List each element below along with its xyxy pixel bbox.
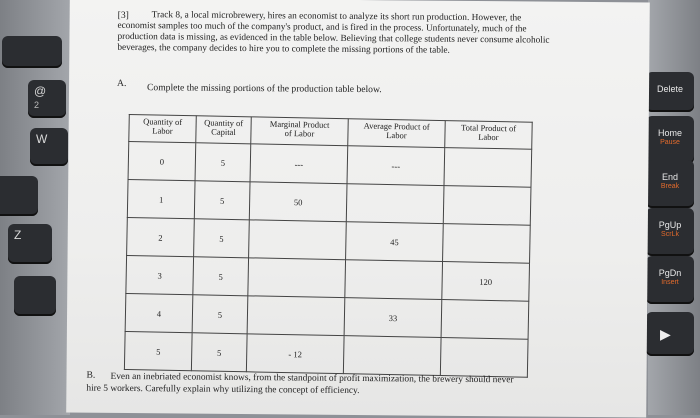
- key-sublabel: Pause: [660, 139, 680, 146]
- table-row: [124, 331, 528, 377]
- table-cell: [249, 220, 347, 260]
- keyboard-left: [0, 0, 70, 415]
- key-label: PgDn: [658, 268, 682, 278]
- table-cell: 0: [128, 142, 196, 181]
- table-cell: 50: [249, 182, 347, 222]
- question-line-2: economist samples too much of the company's product, and is fired in the process. Unfortunately, much of the: [117, 20, 527, 35]
- end-key[interactable]: [646, 160, 694, 208]
- production-table: [124, 114, 533, 378]
- table-cell: [248, 258, 346, 298]
- table-cell: [247, 296, 345, 336]
- worksheet-paper: [66, 0, 650, 418]
- key-sublabel: ScrLk: [661, 231, 679, 238]
- part-b-letter: B.: [86, 369, 96, 381]
- key-label: Home: [657, 128, 682, 138]
- key-sublabel: 2: [34, 100, 40, 110]
- table-header: Quantity of Capital: [196, 116, 252, 144]
- table-cell: 5: [195, 143, 251, 182]
- key-label: W: [36, 132, 48, 146]
- table-header: Marginal Product of Labor: [251, 117, 349, 146]
- table-cell: 33: [344, 298, 442, 338]
- table-cell: [345, 260, 443, 300]
- table-cell: [443, 224, 531, 264]
- question-line-4: beverages, the company decides to hire you to complete the missing portions of the table.: [117, 42, 450, 56]
- table-cell: 120: [442, 262, 530, 302]
- pgup-key[interactable]: [646, 208, 694, 256]
- part-a-text: Complete the missing portions of the production table below.: [146, 82, 382, 96]
- table-cell: [440, 338, 528, 378]
- table-cell: 5: [194, 219, 250, 258]
- table-cell: 5: [192, 295, 248, 334]
- table-cell: 5: [194, 181, 250, 220]
- table-cell: 5: [191, 333, 247, 372]
- key[interactable]: [28, 80, 66, 118]
- key-label: End: [661, 172, 678, 182]
- table-cell: ---: [347, 146, 445, 186]
- key[interactable]: [30, 128, 68, 166]
- table-cell: 4: [125, 293, 193, 332]
- table-header: Average Product of Labor: [348, 119, 446, 148]
- table-cell: [444, 148, 532, 188]
- table-cell: 2: [127, 217, 195, 256]
- key-label: PgUp: [658, 220, 682, 230]
- key[interactable]: [2, 36, 62, 68]
- key[interactable]: [8, 224, 52, 264]
- table-cell: [343, 336, 441, 376]
- delete-key[interactable]: [646, 72, 694, 112]
- key-label: @: [34, 84, 47, 98]
- table-cell: [441, 300, 529, 340]
- part-b-line-2: hire 5 workers. Carefully explain why utilizing the concept of efficiency.: [86, 383, 360, 397]
- key-sublabel: Break: [660, 183, 680, 190]
- key[interactable]: [0, 176, 38, 216]
- table-cell: 5: [193, 257, 249, 296]
- table-header: Total Product of Labor: [445, 121, 533, 150]
- key-label: Z: [14, 228, 22, 242]
- home-key[interactable]: [646, 116, 694, 164]
- part-b-line-1: Even an inebriated economist knows, from the standpoint of profit maximization, the brewery should never: [110, 371, 514, 386]
- question-line-1: Track 8, a local microbrewery, hires an economist to analyze its short run production. However, the: [151, 10, 522, 24]
- table-cell: 3: [126, 255, 194, 294]
- key-sublabel: Insert: [661, 279, 679, 286]
- key[interactable]: [14, 276, 56, 316]
- play-arrow-icon: ▶: [660, 326, 671, 342]
- arrow-key[interactable]: [646, 312, 694, 356]
- question-number: [3]: [117, 9, 129, 21]
- key-label: Delete: [656, 84, 683, 94]
- question-line-3: production data is missing, as evidenced in the table below. Believing that college students never consume alcoholic: [117, 31, 550, 46]
- table-cell: - 12: [246, 334, 344, 374]
- table-cell: [443, 186, 531, 226]
- table-cell: 45: [346, 222, 444, 262]
- table-cell: 5: [124, 331, 192, 370]
- table-header: Quantity of Labor: [129, 115, 197, 143]
- part-a-letter: A.: [117, 77, 127, 89]
- table-cell: [346, 184, 444, 224]
- table-cell: 1: [127, 179, 195, 218]
- table-cell: ---: [250, 144, 348, 184]
- pgdn-key[interactable]: [646, 256, 694, 304]
